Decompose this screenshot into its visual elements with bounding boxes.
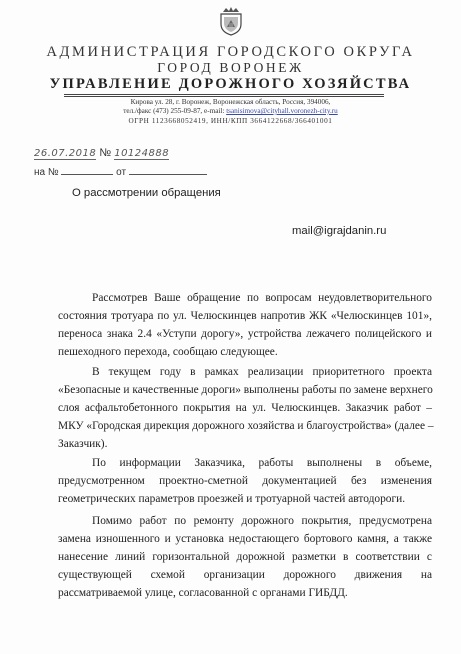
org-name-line1: АДМИНИСТРАЦИЯ ГОРОДСКОГО ОКРУГА [46, 44, 415, 60]
reference-line [34, 165, 207, 178]
paragraph-4 [58, 513, 432, 603]
address-line: Кирова ул. 28, г. Воронеж, Воронежская область, Россия, 394006, [130, 98, 331, 106]
body-line: состояния тротуара по ул. Челюскинцев напротив ЖК «Челюскинцев 101», [58, 309, 432, 322]
paragraph-2 [58, 364, 432, 454]
contacts-prefix: тел./факс (473) 255-09-87, e-mail: [123, 107, 225, 115]
header-divider [64, 96, 384, 97]
body-line: По информации Заказчика, работы выполнены в объеме, [92, 457, 432, 469]
body-line: предусмотренном проектно-сметной документацией без изменения [58, 474, 432, 487]
number-label: № [99, 147, 112, 159]
body-line: нанесение линий горизонтальной дорожной разметки в соответствии с [58, 550, 432, 563]
body-line: Рассмотрев Ваше обращение по вопросам неудовлетворительного [92, 292, 432, 304]
header-divider [64, 94, 384, 95]
voronezh-coat-of-arms-icon [218, 6, 244, 36]
registration-date: 26.07.2018 [34, 148, 97, 159]
body-line: «Безопасные и качественные дороги» выполнены работы по замене верхнего [58, 383, 433, 396]
registration-line [34, 147, 169, 160]
body-line: слоя асфальтобетонного покрытия на ул. Челюскинцев. Заказчик работ – [58, 401, 432, 414]
contacts-line [0, 107, 461, 115]
body-line: МКУ «Городская дирекция дорожного хозяйства и благоустройства» (далее – [58, 419, 434, 432]
org-name-line2: ГОРОД ВОРОНЕЖ [157, 60, 304, 75]
ref-from-label: от [116, 167, 127, 178]
body-line: рассматриваемой улице, согласованной с органами ГИБДД. [58, 586, 348, 599]
department-name: УПРАВЛЕНИЕ ДОРОЖНОГО ХОЗЯЙСТВА [49, 76, 412, 92]
body-line: В текущем году в рамках реализации приоритетного проекта [92, 366, 432, 378]
body-line: существующей схемой организации дорожного движения на [58, 568, 432, 581]
email-link[interactable]: tsanisimova@cityhall.voronezh-city.ru [226, 107, 338, 115]
ref-date-blank [129, 165, 207, 175]
paragraph-1 [58, 290, 432, 362]
ref-label: на № [34, 167, 59, 178]
body-line: Помимо работ по ремонту дорожного покрытия, предусмотрена [92, 515, 432, 527]
registration-number: 10124888 [114, 148, 170, 159]
body-line: Заказчик). [58, 437, 108, 450]
body-line: замена изношенного и установка недостающего бортового камня, а также [58, 532, 432, 545]
ref-number-blank [61, 165, 113, 175]
recipient-email: mail@igrajdanin.ru [292, 225, 387, 237]
subject-line: О рассмотрении обращения [72, 187, 221, 199]
paragraph-3 [58, 455, 432, 509]
body-line: пешеходного перехода, сообщаю следующее. [58, 345, 278, 358]
body-line: геометрических параметров проезжей и тротуарной частей автодороги. [58, 492, 406, 505]
body-line: переноса знака 2.4 «Уступи дорогу», устройства лежачего полицейского и [58, 327, 432, 340]
ids-line: ОГРН 1123668052419, ИНН/КПП 3664122668/366401001 [128, 117, 333, 125]
